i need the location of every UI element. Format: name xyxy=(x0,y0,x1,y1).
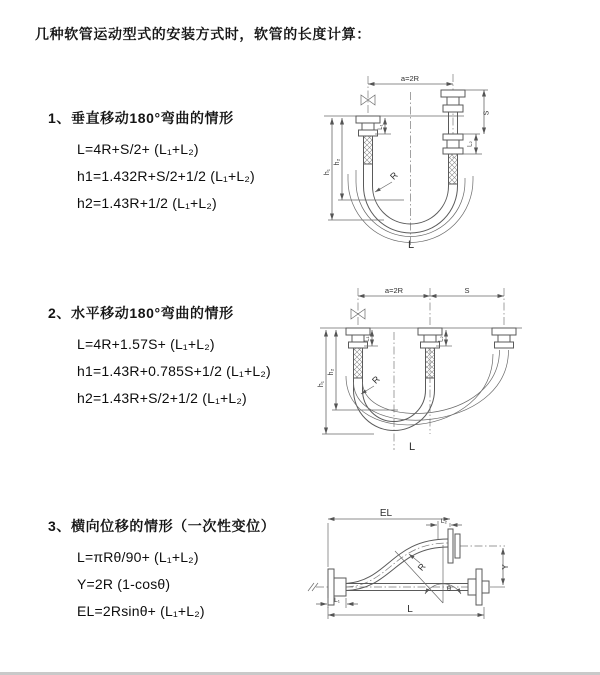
diagram-lateral-displacement xyxy=(298,505,600,675)
flange-right xyxy=(468,569,489,605)
length-label: L xyxy=(407,604,413,615)
flange-left xyxy=(356,116,380,136)
dim-label-l2: L₂ xyxy=(438,336,445,342)
dim-label-h1: h₁ xyxy=(324,168,331,176)
angle-label: θ xyxy=(446,584,452,593)
braided-hose-left xyxy=(364,136,373,164)
section-vertical-movement xyxy=(48,108,255,217)
formula-line: L=4R+S/2+ (L₁+L₂) xyxy=(77,141,199,157)
flange-right-lower xyxy=(443,134,463,154)
section-lateral-displacement xyxy=(48,516,275,625)
formula-line: Y=2R (1-cosθ) xyxy=(77,576,171,592)
page-title: 几种软管运动型式的安装方式时，软管的长度计算： xyxy=(35,26,371,42)
radius-label: R xyxy=(370,374,382,386)
dim-label-s: S xyxy=(464,286,470,295)
flange-right-upper xyxy=(441,90,465,112)
radius-leader xyxy=(375,182,392,192)
hose-s-curve xyxy=(346,539,448,591)
dim-label-l2: L₂ xyxy=(467,141,474,147)
radius-label: R xyxy=(415,561,428,573)
braided-hose-middle xyxy=(426,348,435,378)
diagram-vertical-180-bend xyxy=(312,70,600,276)
formula-line: h2=1.43R+1/2 (L₁+L₂) xyxy=(77,195,217,211)
braided-hose-left xyxy=(354,348,363,378)
dim-label-l1: L₁ xyxy=(334,597,340,604)
formula-line: L=πRθ/90+ (L₁+L₂) xyxy=(77,549,199,565)
dim-label-y: Y xyxy=(501,564,510,570)
section-1-heading: 1、垂直移动180°弯曲的情形 xyxy=(48,110,234,126)
radius-leader xyxy=(409,554,420,563)
dim-label-l2: L₂ xyxy=(440,518,448,525)
dim-label-s: S xyxy=(483,110,491,116)
radius-label: R xyxy=(388,170,400,182)
construction-lines xyxy=(395,545,443,603)
dim-label-l1: L₁ xyxy=(364,336,371,342)
formula-line: EL=2Rsinθ+ (L₁+L₂) xyxy=(77,603,205,619)
length-label: L xyxy=(408,441,416,453)
dim-label-a2r: a=2R xyxy=(400,74,420,83)
section-horizontal-movement xyxy=(48,303,271,412)
section-2-heading: 2、水平移动180°弯曲的情形 xyxy=(48,305,234,321)
flange-upper-displaced xyxy=(448,529,460,563)
flange-right-displaced xyxy=(492,328,516,348)
formula-line: h1=1.43R+0.785S+1/2 (L₁+L₂) xyxy=(77,363,271,379)
diagram-horizontal-180-bend xyxy=(312,282,600,466)
dim-label-l1: L₁ xyxy=(378,124,384,130)
dim-label-el: EL xyxy=(379,508,393,519)
dim-label-a2r: a=2R xyxy=(384,286,404,295)
length-label: L xyxy=(407,239,415,251)
formula-line: h1=1.432R+S/2+1/2 (L₁+L₂) xyxy=(77,168,255,184)
section-3-heading: 3、横向位移的情形（一次性变位） xyxy=(48,518,276,534)
formula-line: L=4R+1.57S+ (L₁+L₂) xyxy=(77,336,215,352)
dim-label-h1: h₁ xyxy=(318,380,325,388)
formula-line: h2=1.43R+S/2+1/2 (L₁+L₂) xyxy=(77,390,247,406)
dim-label-h2: h₂ xyxy=(328,368,335,376)
dim-label-h2: h₂ xyxy=(334,158,341,166)
braided-hose-right xyxy=(449,154,458,184)
